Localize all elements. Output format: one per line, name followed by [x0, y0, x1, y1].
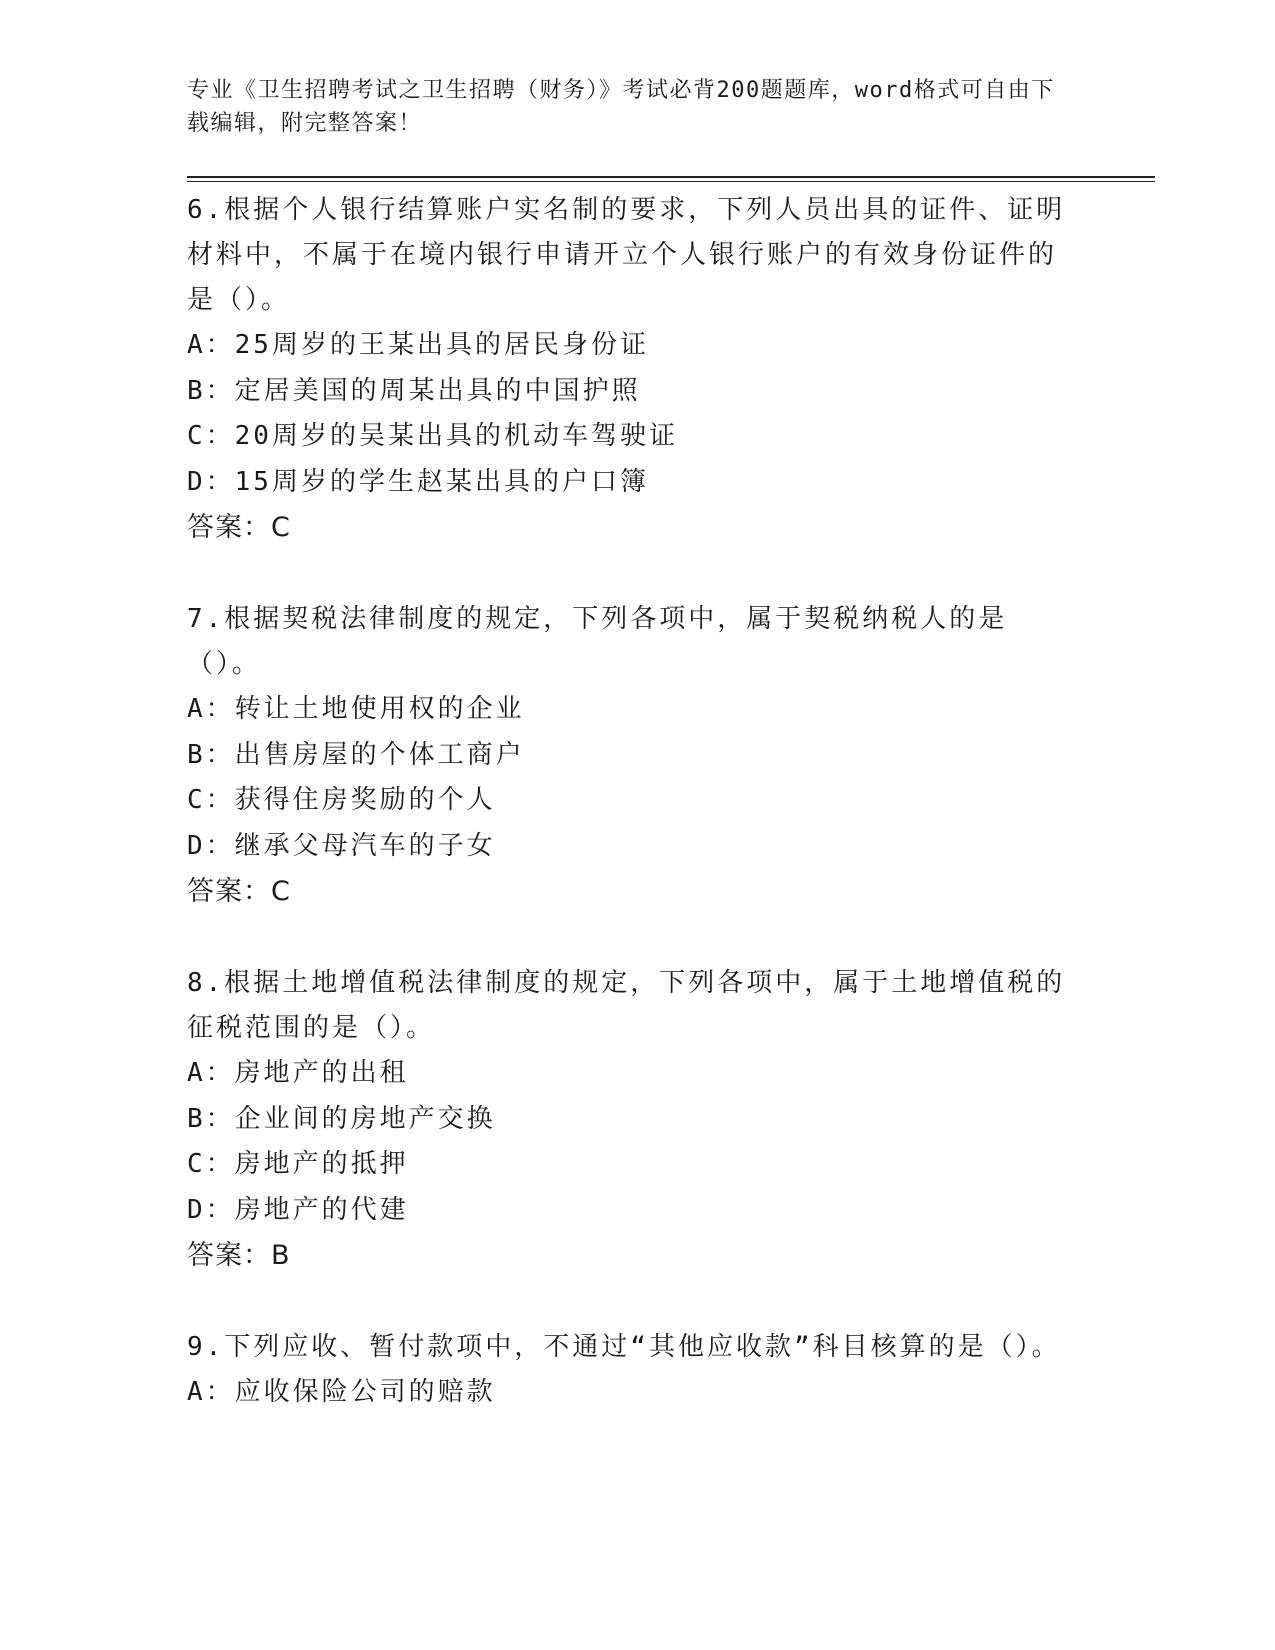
question-8: [187, 961, 1067, 1279]
option-c: C：获得住房奖励的个人: [187, 785, 496, 815]
question-text: 9.下列应收、暂付款项中，不通过“其他应收款”科目核算的是（）。: [187, 1332, 1061, 1362]
header-divider-thin: [187, 181, 1155, 182]
option-a: A：应收保险公司的赔款: [187, 1377, 496, 1407]
question-list: [187, 188, 1067, 1462]
option-b: B：出售房屋的个体工商户: [187, 739, 525, 770]
answer: 答案：C: [187, 876, 291, 907]
question-9: [187, 1325, 1067, 1416]
document-header: 专业《卫生招聘考试之卫生招聘（财务）》考试必背200题题库，word格式可自由下载编辑，附完整答案！: [187, 78, 1055, 136]
question-7: [187, 597, 1067, 915]
option-b: B：企业间的房地产交换: [187, 1103, 496, 1134]
answer: 答案：C: [187, 512, 291, 543]
option-a: A：转让土地使用权的企业: [187, 694, 525, 724]
option-a: A：房地产的出租: [187, 1058, 409, 1088]
option-b: B：定居美国的周某出具的中国护照: [187, 375, 641, 406]
question-6: [187, 188, 1067, 551]
question-text: 6.根据个人银行结算账户实名制的要求，下列人员出具的证件、证明材料中，不属于在境内银行申请开立个人银行账户的有效身份证件的是（）。: [187, 195, 1066, 315]
option-c: C：20周岁的吴某出具的机动车驾驶证: [187, 421, 678, 451]
option-c: C：房地产的抵押: [187, 1149, 409, 1179]
option-d: D：继承父母汽车的子女: [187, 830, 496, 861]
header-divider-thick: [187, 176, 1155, 178]
answer: 答案：B: [187, 1240, 291, 1271]
question-text: 7.根据契税法律制度的规定，下列各项中，属于契税纳税人的是（）。: [187, 604, 1008, 679]
question-text: 8.根据土地增值税法律制度的规定，下列各项中，属于土地增值税的征税范围的是（）。: [187, 968, 1066, 1043]
option-d: D：房地产的代建: [187, 1194, 409, 1225]
option-a: A：25周岁的王某出具的居民身份证: [187, 330, 649, 360]
option-d: D：15周岁的学生赵某出具的户口簿: [187, 466, 649, 497]
